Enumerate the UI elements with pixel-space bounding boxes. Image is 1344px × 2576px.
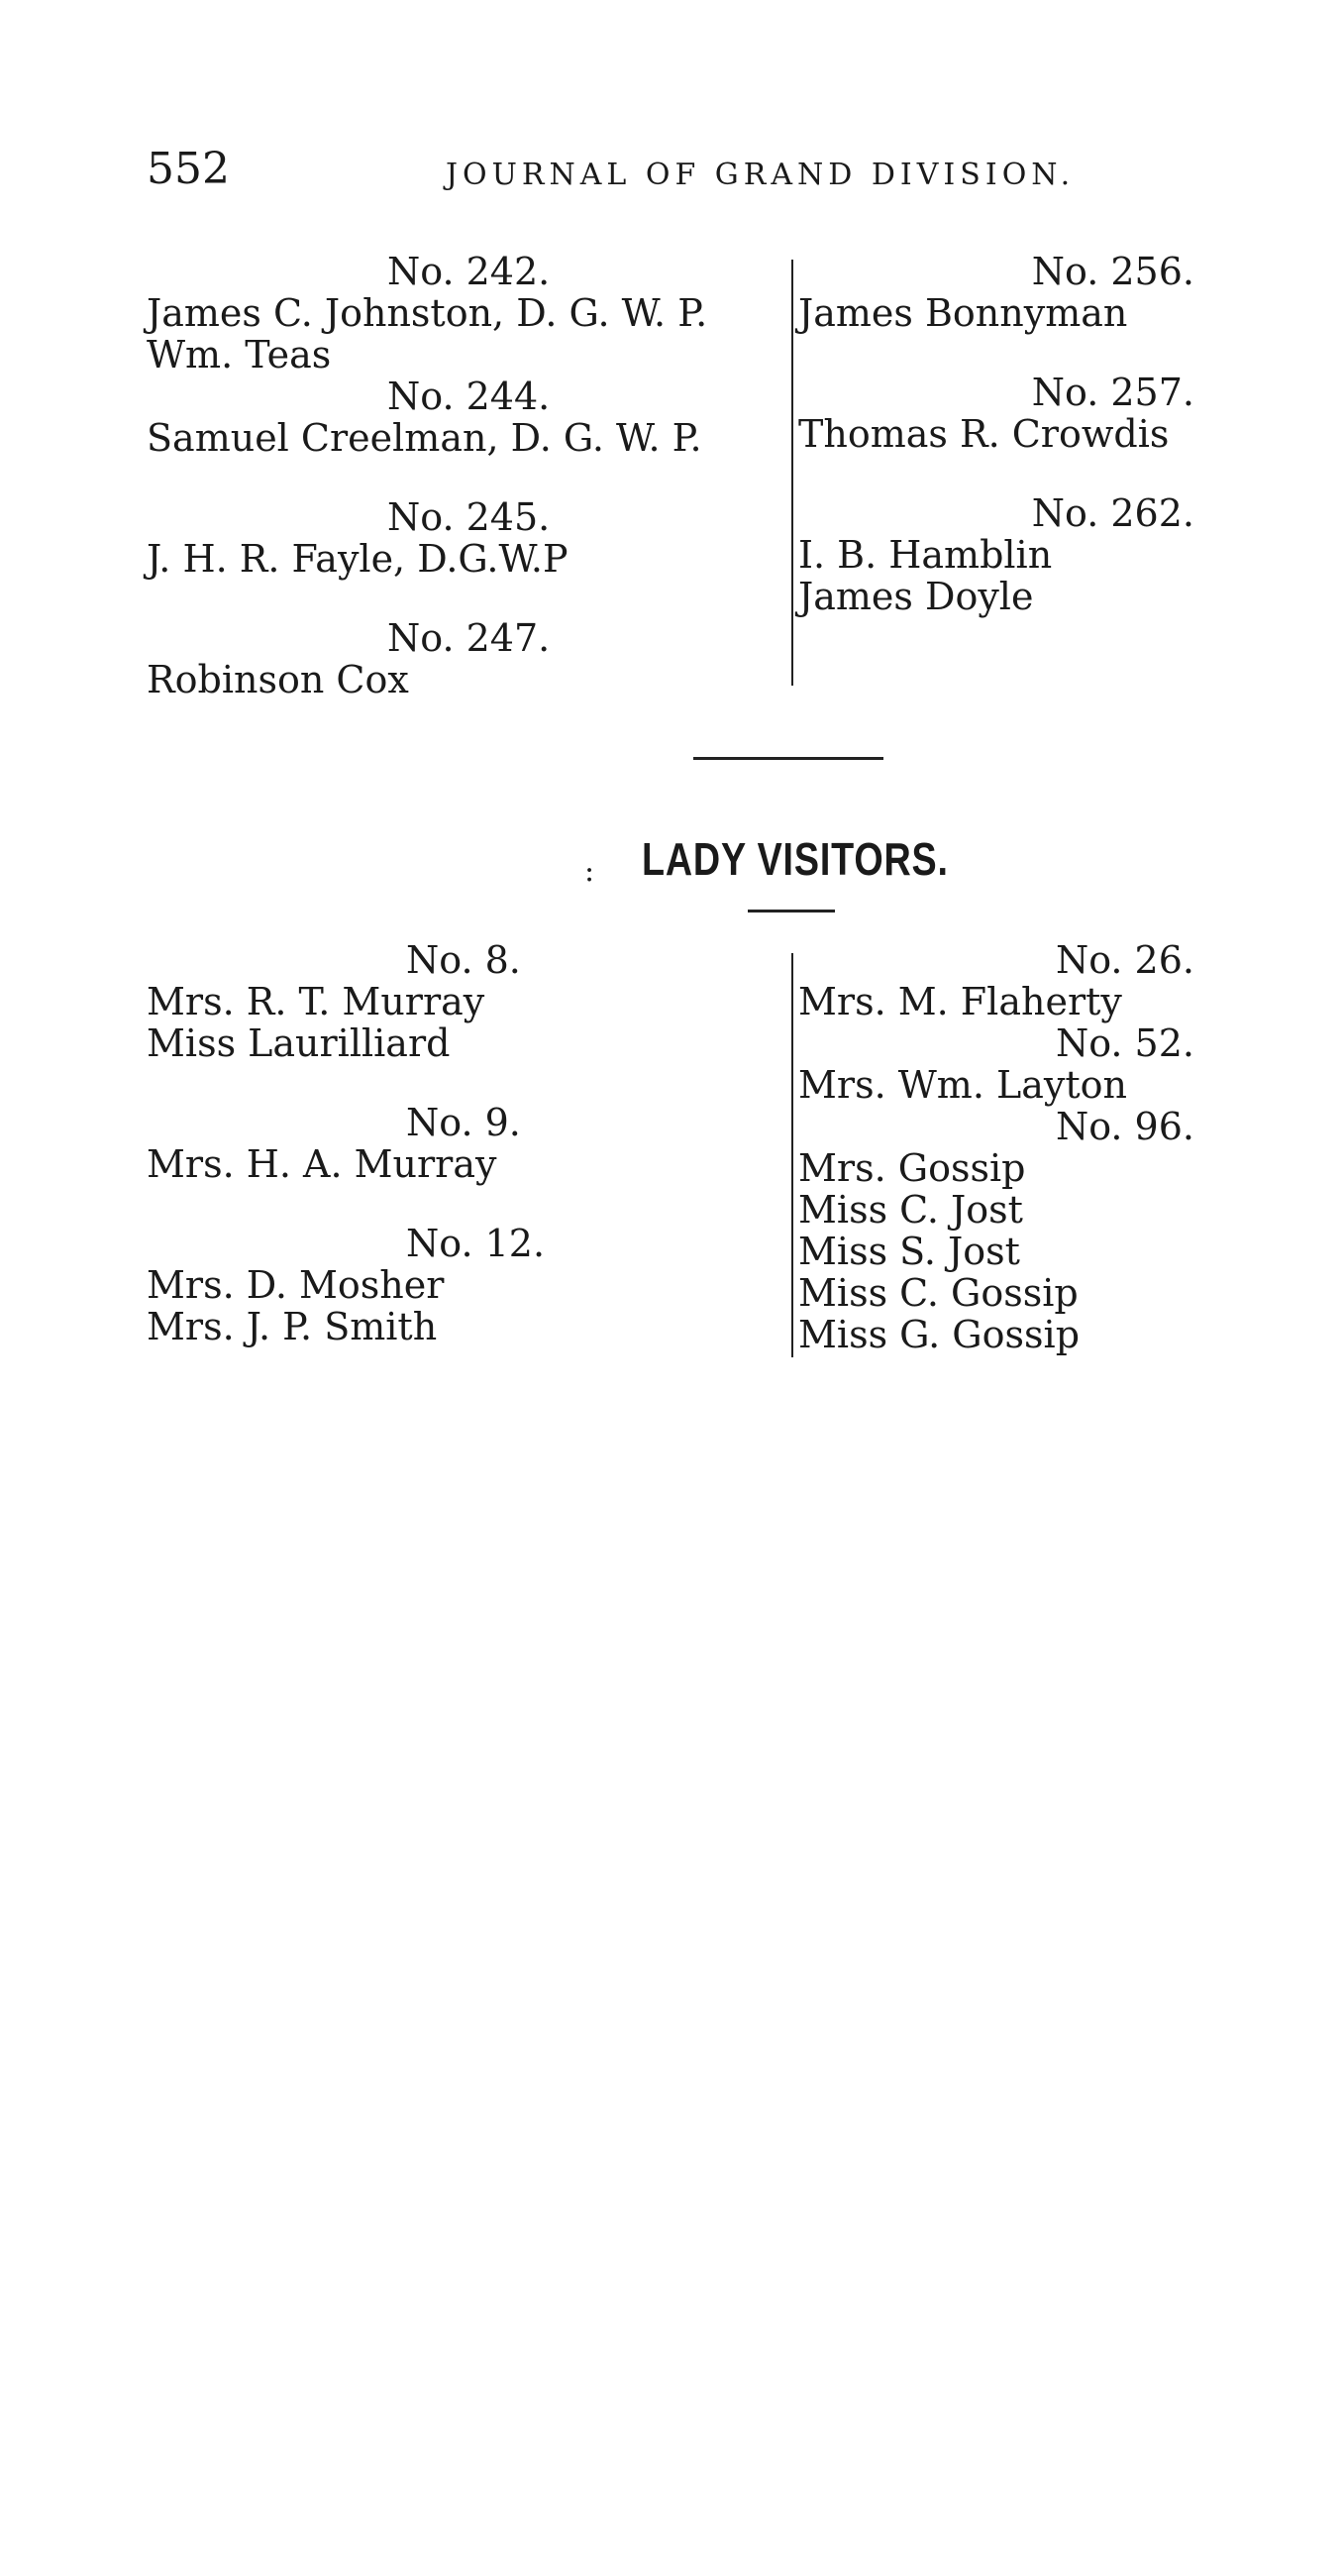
running-title: JOURNAL OF GRAND DIVISION. xyxy=(446,158,1076,192)
visitor-name: Miss C. Jost xyxy=(798,1188,1023,1232)
lady-visitors-right-column xyxy=(798,939,1194,1355)
member-name: J. H. R. Fayle, D.G.W.P xyxy=(147,537,569,581)
column-divider xyxy=(791,953,793,1357)
member-name: Thomas R. Crowdis xyxy=(798,412,1170,456)
visitor-name: Mrs. J. P. Smith xyxy=(147,1305,438,1348)
division-number: No. 8. xyxy=(406,938,521,982)
page-number: 552 xyxy=(147,144,230,194)
division-number: No. 245. xyxy=(387,495,551,539)
member-name: James Doyle xyxy=(798,575,1034,618)
visitor-name: Mrs. Wm. Layton xyxy=(798,1063,1127,1107)
visitor-name: Mrs. R. T. Murray xyxy=(147,980,485,1023)
division-number: No. 26. xyxy=(1055,938,1194,982)
division-number: No. 257. xyxy=(1031,371,1194,414)
officers-right-column xyxy=(798,251,1194,617)
member-name: James C. Johnston, D. G. W. P. xyxy=(147,291,708,335)
section-heading: LADY VISITORS. xyxy=(642,833,949,885)
stray-mark: : xyxy=(584,854,595,889)
heading-underline xyxy=(748,910,835,912)
division-number: No. 244. xyxy=(387,375,551,418)
visitor-name: Miss C. Gossip xyxy=(798,1271,1079,1315)
division-number: No. 262. xyxy=(1031,491,1194,535)
visitor-name: Mrs. M. Flaherty xyxy=(798,980,1122,1023)
visitor-name: Mrs. D. Mosher xyxy=(147,1263,445,1307)
column-divider xyxy=(791,260,793,686)
page-header xyxy=(147,144,1147,203)
visitor-name: Miss S. Jost xyxy=(798,1230,1020,1273)
member-name: Samuel Creelman, D. G. W. P. xyxy=(147,416,702,460)
division-number: No. 9. xyxy=(406,1101,521,1144)
visitor-name: Mrs. H. A. Murray xyxy=(147,1142,497,1186)
officers-left-column xyxy=(147,251,771,700)
lady-visitors-left-column xyxy=(147,939,741,1347)
visitor-name: Mrs. Gossip xyxy=(798,1146,1026,1190)
division-number: No. 52. xyxy=(1055,1021,1194,1065)
division-number: No. 247. xyxy=(387,616,551,660)
visitor-name: Miss Laurilliard xyxy=(147,1021,451,1065)
division-number: No. 12. xyxy=(406,1222,546,1265)
visitor-name: Miss G. Gossip xyxy=(798,1313,1081,1356)
section-divider xyxy=(693,757,883,760)
member-name: Wm. Teas xyxy=(147,333,332,376)
division-number: No. 242. xyxy=(387,250,551,293)
member-name: Robinson Cox xyxy=(147,658,409,701)
member-name: I. B. Hamblin xyxy=(798,533,1053,577)
division-number: No. 96. xyxy=(1055,1105,1194,1148)
division-number: No. 256. xyxy=(1031,250,1194,293)
member-name: James Bonnyman xyxy=(798,291,1128,335)
